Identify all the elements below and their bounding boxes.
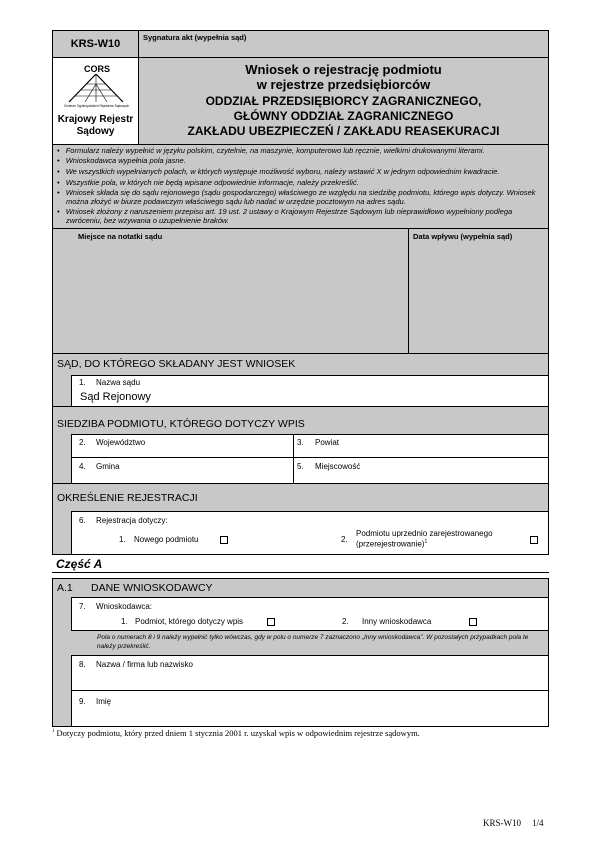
option-2-number: 2. xyxy=(341,535,348,544)
field-8-label: Nazwa / firma lub nazwisko xyxy=(96,660,193,669)
field-6-label: Rejestracja dotyczy: xyxy=(96,516,168,525)
part-a-rule xyxy=(52,572,549,573)
field-9-label: Imię xyxy=(96,697,112,706)
applicant-option-2-number: 2. xyxy=(342,617,349,626)
subtitle-line3: ZAKŁADU UBEZPIECZEŃ / ZAKŁADU REASEKURACJI xyxy=(187,124,500,138)
receipt-date-label: Data wpływu (wypełnia sąd) xyxy=(413,232,513,241)
municipality-field[interactable] xyxy=(71,457,294,484)
field-7-label: Wnioskodawca: xyxy=(96,602,153,611)
footnote xyxy=(52,728,549,738)
signature-box xyxy=(138,30,549,58)
court-notes-label: Miejsce na notatki sądu xyxy=(78,232,163,241)
subtitle-line1: ODDZIAŁ PRZEDSIĘBIORCY ZAGRANICZNEGO, xyxy=(205,94,482,108)
field-9-number: 9. xyxy=(79,697,86,706)
title-line2: w rejestrze przedsiębiorców xyxy=(256,77,431,92)
option-2-label-line2 xyxy=(356,539,427,549)
signature-label: Sygnatura akt (wypełnia sąd) xyxy=(143,33,247,42)
court-section-heading: SĄD, DO KTÓREGO SKŁADANY JEST WNIOSEK xyxy=(57,358,296,370)
option-2-label-line1: Podmiotu uprzednio zarejestrowanego xyxy=(356,529,493,538)
field-7-number: 7. xyxy=(79,602,86,611)
title-line1: Wniosek o rejestrację podmiotu xyxy=(245,62,442,77)
registration-section-heading: OKREŚLENIE REJESTRACJI xyxy=(57,492,198,504)
name-company-field[interactable] xyxy=(71,655,549,691)
instruction-2: • Wnioskodawca wypełnia pola jasne. xyxy=(57,156,186,165)
field-3-number: 3. xyxy=(297,438,304,447)
field-5-number: 5. xyxy=(297,462,304,471)
logo-box xyxy=(52,57,139,145)
voivodeship-field[interactable] xyxy=(71,434,294,458)
subject-entity-checkbox[interactable] xyxy=(267,618,275,626)
logo-subtitle: Centrum Ogólnopolskich Rejestrów Sądowych xyxy=(63,104,130,108)
registry-name: Krajowy Rejestr Sądowy xyxy=(57,114,134,137)
field-2-number: 2. xyxy=(79,438,86,447)
court-notes-area xyxy=(52,228,409,354)
instruction-1-text: Formularz należy wypełnić w języku polskim, czytelnie, na maszynie, komputerowo lub ręcznie, wielkimi drukowanymi literami. xyxy=(65,146,485,155)
footnote-text: Dotyczy podmiotu, który przed dniem 1 stycznia 2001 r. uzyskał wpis w odpowiednim rejestrze sądowym. xyxy=(56,728,420,738)
field-6-number: 6. xyxy=(79,516,86,525)
new-entity-checkbox[interactable] xyxy=(220,536,228,544)
instruction-2-text: Wnioskodawca wypełnia pola jasne. xyxy=(65,156,186,165)
seat-section-heading: SIEDZIBA PODMIOTU, KTÓREGO DOTYCZY WPIS xyxy=(57,418,305,430)
instruction-3: • We wszystkich wypełnianych polach, w których występuje możliwość wyboru, należy wstawić X w jednym odpowiednim kwadracie. xyxy=(57,167,500,176)
form-code-box xyxy=(52,30,139,58)
field-3-label: Powiat xyxy=(315,438,340,447)
applicant-option-2-label: Inny wnioskodawca xyxy=(362,617,432,626)
page-footer-code: KRS-W10 xyxy=(483,818,521,828)
court-name-field[interactable] xyxy=(71,375,549,407)
instruction-4-text: Wszystkie pola, w których nie będą wpisane odpowiednie informacje, należy przekreślić. xyxy=(65,178,359,187)
county-field[interactable] xyxy=(293,434,549,458)
applicant-option-1-number: 1. xyxy=(121,617,128,626)
part-a-title: Część A xyxy=(56,557,103,571)
section-a1-title: DANE WNIOSKODAWCY xyxy=(91,582,213,594)
registration-type-field xyxy=(71,511,549,555)
footnote-mark: 1 xyxy=(52,729,55,735)
option-1-number: 1. xyxy=(119,535,126,544)
registration-section xyxy=(52,483,549,555)
other-applicant-checkbox[interactable] xyxy=(469,618,477,626)
section-a1-number: A.1 xyxy=(57,582,73,594)
option-2-footnote-mark: 1 xyxy=(424,539,428,545)
court-section xyxy=(52,353,549,407)
applicant-option-1-label: Podmiot, którego dotyczy wpis xyxy=(135,617,244,626)
option-2-label-line2-text: (przerejestrowanie) xyxy=(356,539,425,549)
fields-8-9-note: Pola o numerach 8 i 9 należy wypełnić tylko wówczas, gdy w polu o numerze 7 zaznaczono „Inny wnioskodawca”. W pozostałych przypadkach pola te należy przekreślić. xyxy=(97,634,529,650)
field-1-label: Nazwa sądu xyxy=(96,378,141,387)
instructions-box xyxy=(52,144,549,229)
re-registration-checkbox[interactable] xyxy=(530,536,538,544)
first-name-field[interactable] xyxy=(71,690,549,727)
locality-field[interactable] xyxy=(293,457,549,484)
applicant-section xyxy=(52,578,549,727)
instruction-6-text: Wniosek złożony z naruszeniem przepisu art. 19 ust. 2 ustawy o Krajowym Rejestrze Sądowym lub nieprawidłowo wypełniony podlega zwróceniu, bez wzywania o uzupełnienie braków. xyxy=(65,207,513,225)
court-name-value: Sąd Rejonowy xyxy=(80,391,151,403)
field-4-number: 4. xyxy=(79,462,86,471)
seat-section xyxy=(52,406,549,484)
form-code: KRS-W10 xyxy=(70,38,121,50)
instruction-6: • Wniosek złożony z naruszeniem przepisu art. 19 ust. 2 ustawy o Krajowym Rejestrze Sądowym lub nieprawidłowo wypełniony podlega zwróceniu, bez wzywania o uzupełnienie braków. xyxy=(57,207,513,225)
receipt-date-area xyxy=(408,228,549,354)
page-number: 1/4 xyxy=(532,818,544,828)
title-box xyxy=(138,57,549,145)
instruction-5: • Wniosek składa się do sądu rejonowego (sądu gospodarczego) właściwego ze względu na siedzibę podmiotu, którego wpis dotyczy. Wniosek można złożyć w biurze podawczym właściwego sądu lub nadać w urzędzie pocztowym na adres sądu. xyxy=(57,188,536,206)
instruction-5-text: Wniosek składa się do sądu rejonowego (sądu gospodarczego) właściwego ze względu na siedzibę podmiotu, którego wpis dotyczy. Wniosek można złożyć w biurze podawczym właściwego sądu lub nadać w urzędzie pocztowym na adres sądu. xyxy=(65,188,536,206)
field-8-number: 8. xyxy=(79,660,86,669)
field-2-label: Województwo xyxy=(96,438,146,447)
instruction-4: • Wszystkie pola, w których nie będą wpisane odpowiednie informacje, należy przekreślić. xyxy=(57,178,359,187)
option-1-label: Nowego podmiotu xyxy=(134,535,199,544)
field-5-label: Miejscowość xyxy=(315,462,361,471)
logo-text: CORS xyxy=(84,64,111,74)
field-1-number: 1. xyxy=(79,378,86,387)
subtitle-line2: GŁÓWNY ODDZIAŁ ZAGRANICZNEGO xyxy=(233,109,454,123)
instruction-1: • Formularz należy wypełnić w języku polskim, czytelnie, na maszynie, komputerowo lub ręcznie, wielkimi drukowanymi literami. xyxy=(57,146,485,155)
applicant-type-field xyxy=(71,597,549,631)
field-4-label: Gmina xyxy=(96,462,120,471)
instruction-3-text: We wszystkich wypełnianych polach, w których występuje możliwość wyboru, należy wstawić X w jednym odpowiednim kwadracie. xyxy=(65,167,500,176)
